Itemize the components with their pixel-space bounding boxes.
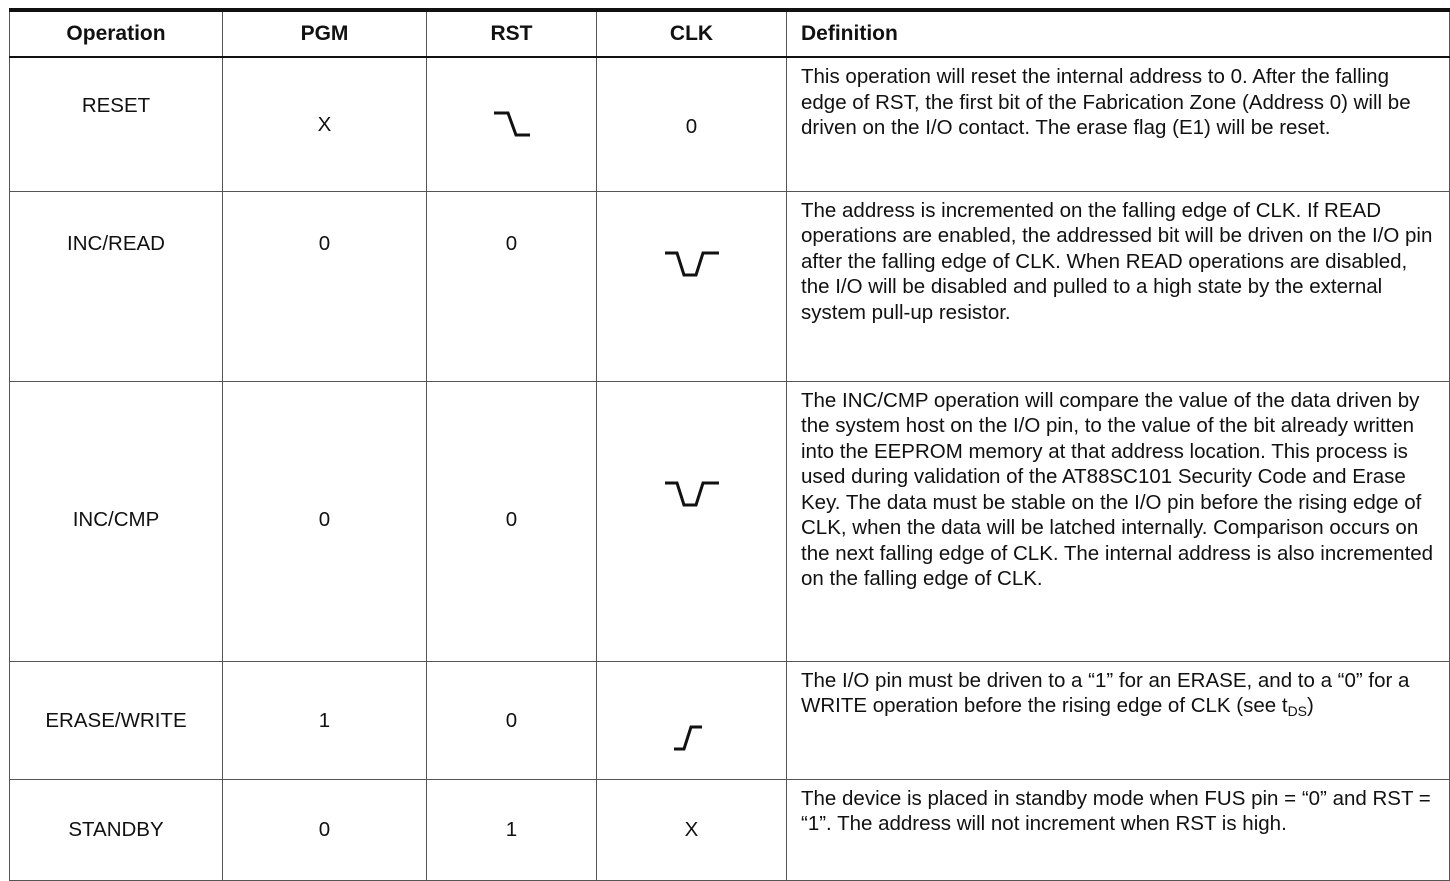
definition-text: The I/O pin must be driven to a “1” for an ERASE, and to a “0” for a WRITE operation before the rising edge of CLK (see t	[801, 668, 1410, 717]
header-clk: CLK	[597, 10, 787, 57]
operation-label: STANDBY	[68, 817, 164, 841]
rst-cell	[427, 191, 597, 381]
table-row	[10, 57, 1450, 191]
operation-label: INC/READ	[67, 232, 165, 255]
table-row	[10, 191, 1450, 381]
clock-pulse-icon	[663, 249, 721, 279]
clock-pulse-icon	[663, 479, 721, 509]
definition-cell: The address is incremented on the falling edge of CLK. If READ operations are enabled, the addressed bit will be driven on the I/O pin after the falling edge of CLK. When READ operations are disabled, the I/O will be disabled and pulled to a high state by the external system pull-up resistor.	[787, 191, 1450, 381]
operation-cell	[10, 381, 223, 661]
definition-cell: The device is placed in standby mode when FUS pin = “0” and RST = “1”. The address will not increment when RST is high.	[787, 779, 1450, 880]
pgm-value: 0	[318, 232, 331, 255]
definition-cell	[787, 661, 1450, 779]
pgm-cell	[223, 779, 427, 880]
pgm-cell	[223, 661, 427, 779]
clk-cell	[597, 779, 787, 880]
rst-cell	[427, 661, 597, 779]
definition-cell: This operation will reset the internal address to 0. After the falling edge of RST, the first bit of the Fabrication Zone (Address 0) will be driven on the I/O contact. The erase flag (E1) will be reset.	[787, 57, 1450, 191]
pgm-cell	[223, 57, 427, 191]
header-definition: Definition	[787, 10, 1450, 57]
table-row	[10, 661, 1450, 779]
clk-cell	[597, 661, 787, 779]
definition-text-end: )	[1307, 694, 1314, 717]
pgm-value: 0	[318, 817, 331, 841]
clk-cell	[597, 191, 787, 381]
operation-cell	[10, 779, 223, 880]
definition-cell: The INC/CMP operation will compare the value of the data driven by the system host on the I/O pin, to the value of the bit already written into the EEPROM memory at that address location. This process is used during validation of the AT88SC101 Security Code and Erase Key. The data must be stable on the I/O pin before the rising edge of CLK, when the data will be latched internally. Comparison occurs on the next falling edge of CLK. The internal address is also incremented on the falling edge of CLK.	[787, 381, 1450, 661]
operations-table	[9, 8, 1450, 881]
rst-value: 0	[505, 508, 518, 531]
falling-edge-icon	[492, 109, 532, 139]
table-row	[10, 381, 1450, 661]
rst-value: 0	[505, 232, 518, 255]
header-pgm: PGM	[223, 10, 427, 57]
clk-cell	[597, 57, 787, 191]
operation-label: RESET	[81, 94, 151, 118]
rst-cell	[427, 57, 597, 191]
operation-label: INC/CMP	[72, 508, 160, 531]
table-row	[10, 779, 1450, 880]
pgm-value: 0	[318, 508, 331, 531]
operation-cell	[10, 57, 223, 191]
pgm-value: X	[317, 113, 332, 137]
operation-cell	[10, 191, 223, 381]
rst-cell	[427, 779, 597, 880]
operation-label: ERASE/WRITE	[45, 709, 187, 732]
header-rst: RST	[427, 10, 597, 57]
clk-cell	[597, 381, 787, 661]
header-operation: Operation	[10, 10, 223, 57]
rst-value: 1	[505, 817, 518, 841]
rst-value: 0	[505, 709, 518, 732]
definition-subscript: DS	[1287, 703, 1308, 719]
pgm-value: 1	[318, 709, 331, 732]
rising-edge-icon	[672, 723, 712, 753]
clk-value: X	[684, 817, 699, 841]
header-row	[10, 10, 1450, 57]
operation-cell	[10, 661, 223, 779]
clk-value: 0	[685, 115, 698, 139]
pgm-cell	[223, 381, 427, 661]
rst-cell	[427, 381, 597, 661]
pgm-cell	[223, 191, 427, 381]
